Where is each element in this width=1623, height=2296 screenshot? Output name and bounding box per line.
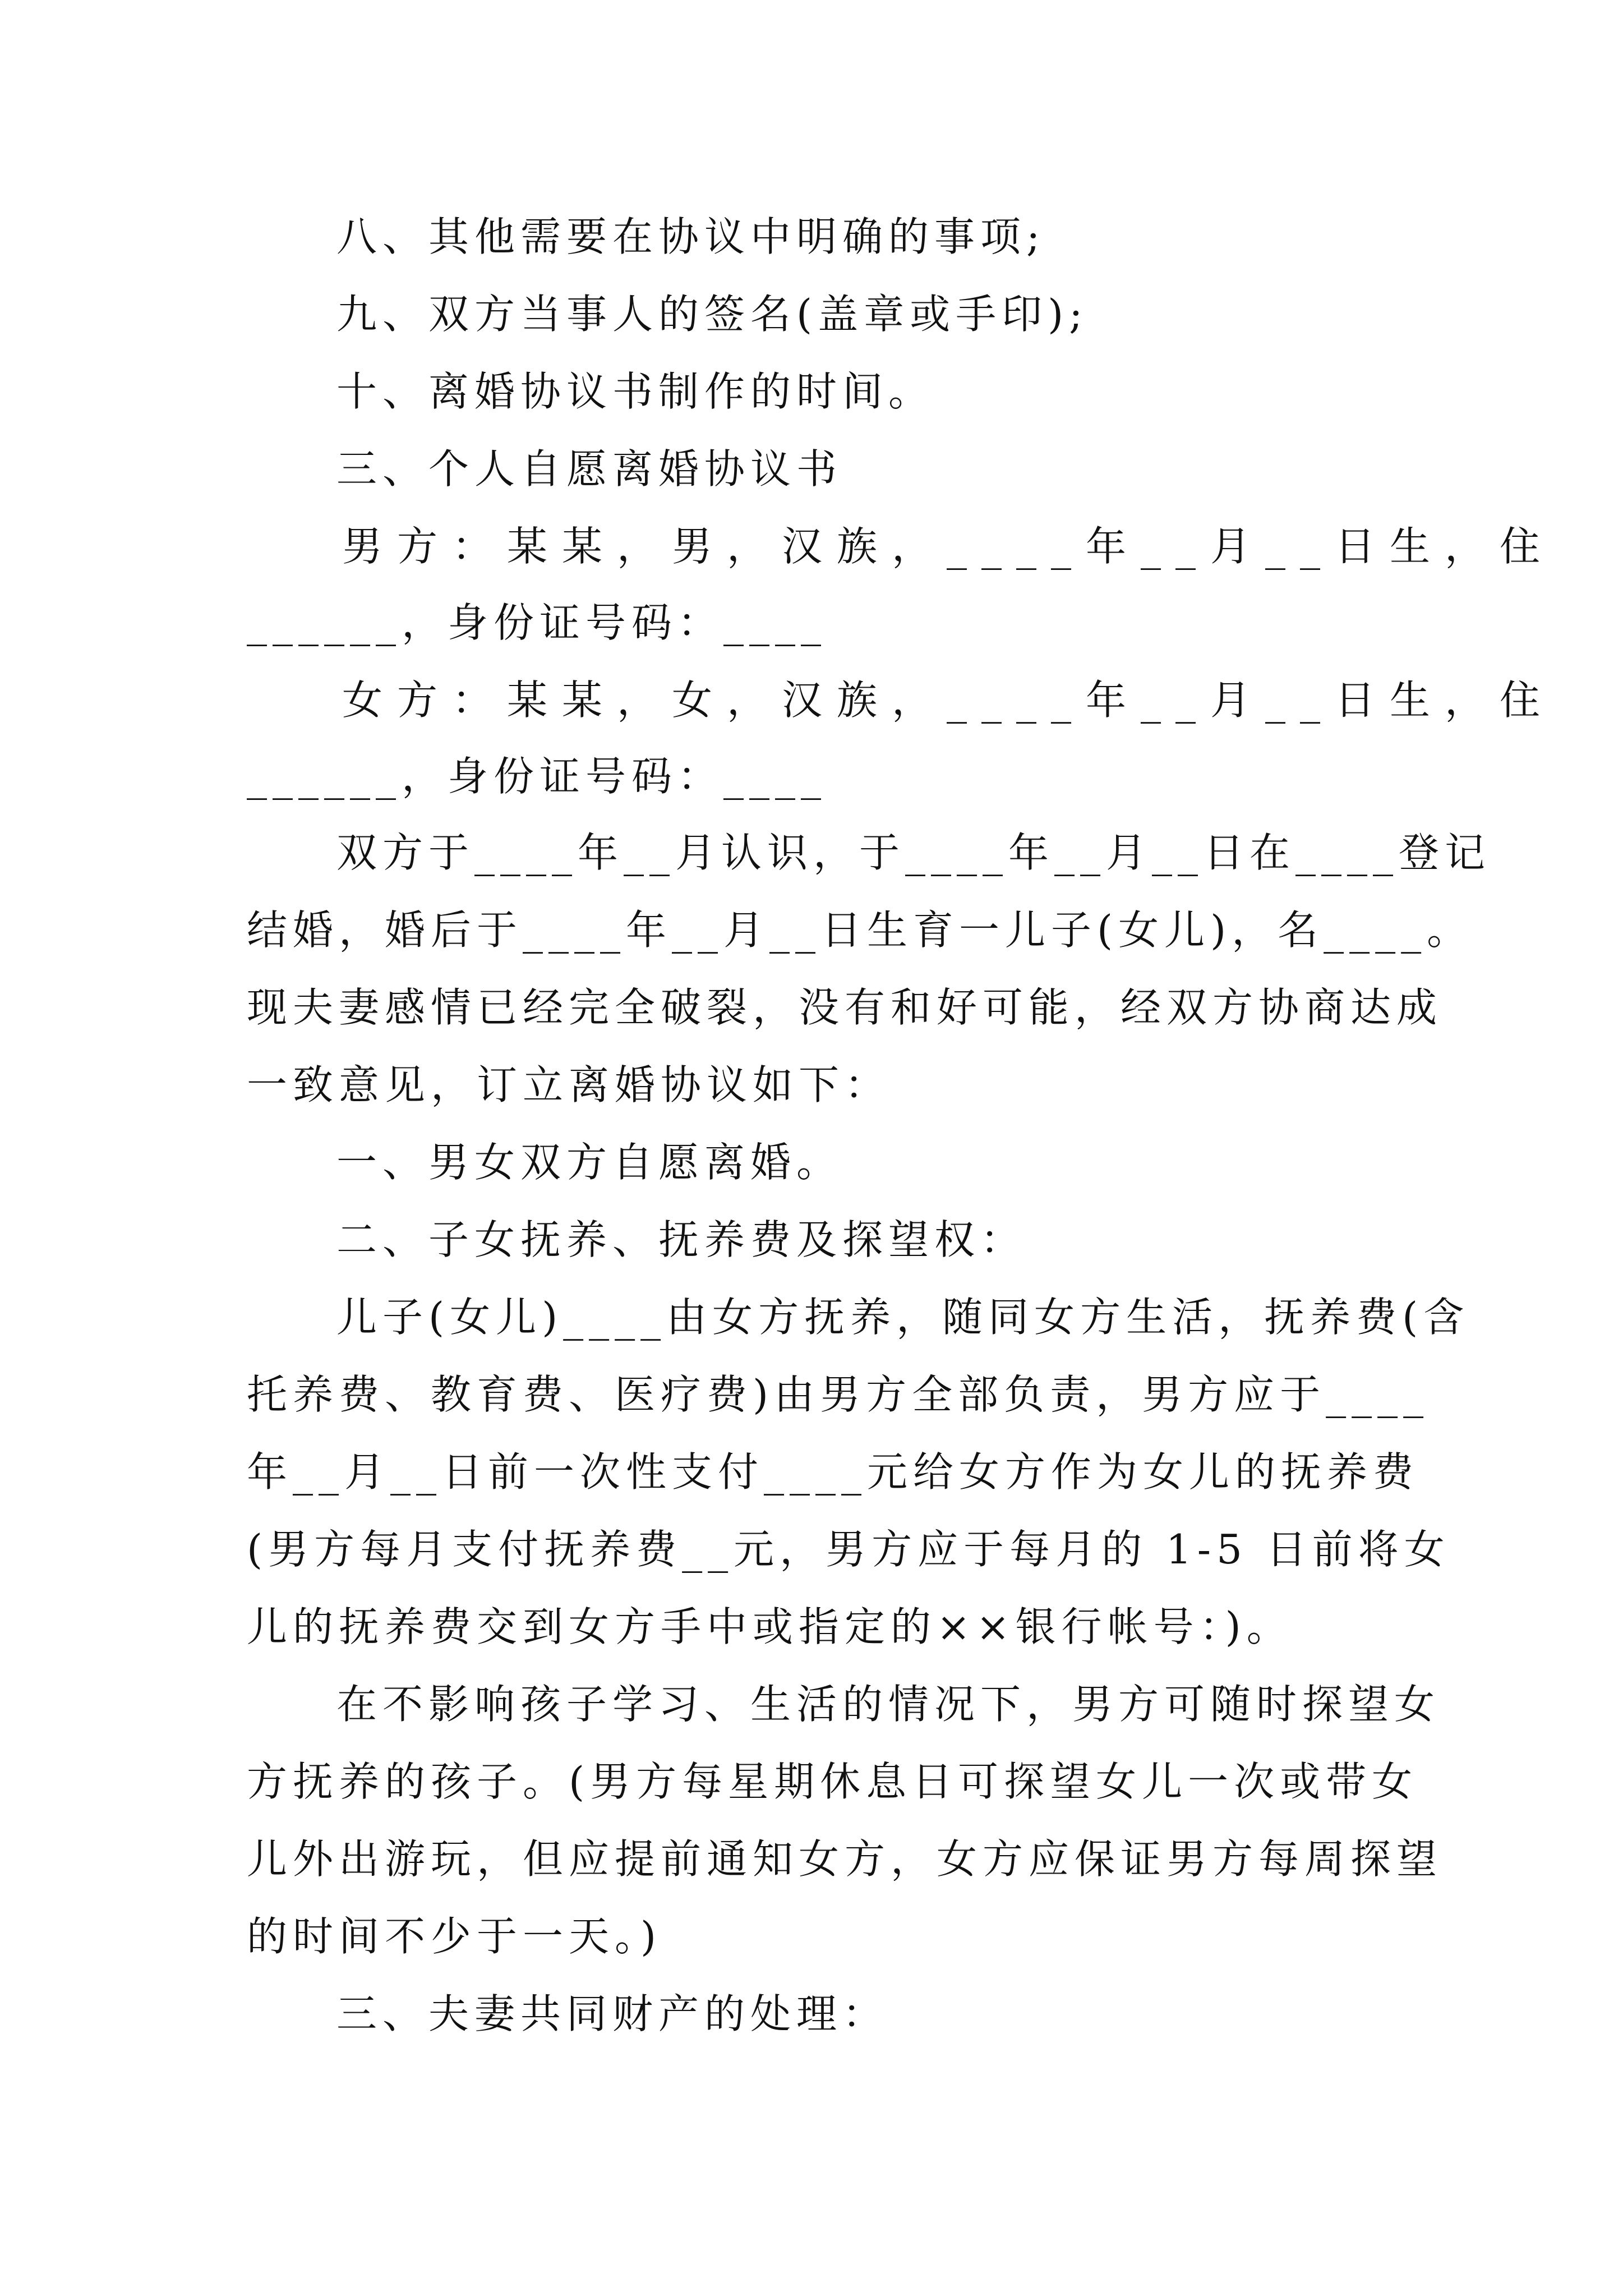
paragraph-line: 一致意见，订立离婚协议如下： — [247, 1061, 891, 1108]
paragraph-line: 现夫妻感情已经完全破裂，没有和好可能，经双方协商达成 — [247, 984, 1443, 1031]
paragraph-line: 的时间不少于一天。) — [247, 1913, 662, 1960]
item-eight: 八、其他需要在协议中明确的事项; — [336, 213, 1046, 260]
paragraph-line: 儿的抚养费交到女方手中或指定的××银行帐号：)。 — [247, 1603, 1293, 1650]
paragraph-line: 儿子(女儿)____由女方抚养，随同女方生活，抚养费(含 — [336, 1294, 1470, 1341]
paragraph-line: 结婚，婚后于____年__月__日生育一儿子(女儿)，名____。 — [247, 907, 1473, 954]
paragraph-line: 在不影响孩子学习、生活的情况下，男方可随时探望女 — [336, 1681, 1441, 1728]
paragraph-line: 托养费、教育费、医疗费)由男方全部负责，男方应于____ — [247, 1371, 1430, 1418]
section-heading: 三、个人自愿离婚协议书 — [336, 445, 843, 493]
paragraph-line: (男方每月支付抚养费__元，男方应于每月的 1-5 日前将女 — [247, 1526, 1450, 1573]
paragraph-line: 方抚养的孩子。(男方每星期休息日可探望女儿一次或带女 — [247, 1758, 1418, 1805]
female-party-line: 女方：某某，女，汉族，____年__月__日生，住 — [342, 677, 1555, 724]
paragraph-line: 儿外出游玩，但应提前通知女方，女方应保证男方每周探望 — [247, 1835, 1443, 1883]
paragraph-line: 年__月__日前一次性支付____元给女方作为女儿的抚养费 — [247, 1448, 1419, 1496]
clause-two-heading: 二、子女抚养、抚养费及探望权： — [336, 1216, 1027, 1263]
clause-three-heading: 三、夫妻共同财产的处理： — [336, 1990, 889, 2037]
item-ten: 十、离婚协议书制作的时间。 — [336, 368, 935, 415]
male-id-line: ______，身份证号码：____ — [247, 599, 827, 646]
female-id-line: ______，身份证号码：____ — [247, 753, 827, 800]
clause-one: 一、男女双方自愿离婚。 — [336, 1139, 843, 1186]
paragraph-line: 双方于____年__月认识，于____年__月__日在____登记 — [336, 829, 1491, 876]
male-party-line: 男方：某某，男，汉族，____年__月__日生，住 — [342, 523, 1555, 570]
item-nine: 九、双方当事人的签名(盖章或手印); — [336, 291, 1089, 338]
